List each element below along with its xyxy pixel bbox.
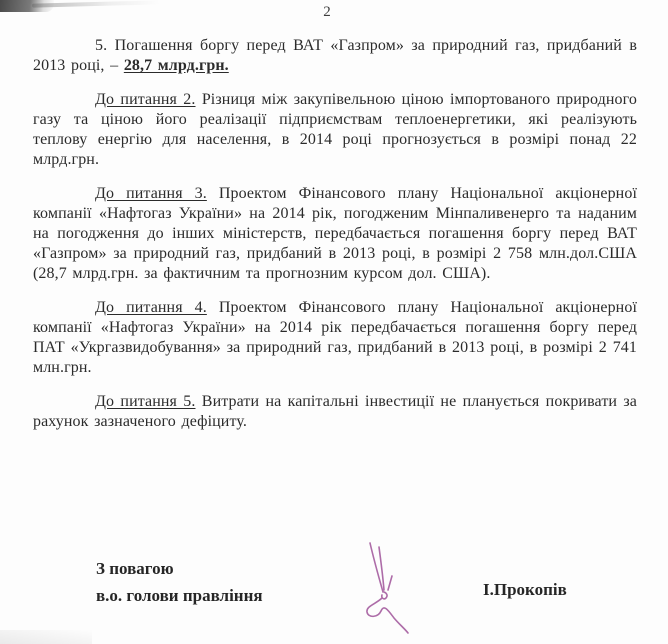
document-body — [33, 36, 637, 446]
handwritten-signature — [348, 530, 460, 642]
paragraph-question-5 — [33, 392, 637, 432]
question-2-lead: До питання 2. — [95, 91, 196, 108]
question-5-lead: До питання 5. — [95, 393, 196, 410]
paragraph-text: Різниця між закупівельною ціною імпортованого природного газу та ціною його реалізації підприємствам теплоенергетики, які реалізують теплову енергію для населення, в 2014 році прогнозується в розмірі понад 22 млрд.грн. — [33, 91, 637, 168]
amount-emphasis: 28,7 млрд.грн. — [123, 57, 229, 74]
paragraph-text: Проектом Фінансового плану Національної акціонерної компанії «Нафтогаз України» на 2014 рік, погодженим Мінпаливенерго та наданим на погодження до інших міністерств, передбачається погашення боргу перед ВАТ «Газпром» за природний газ, придбаний в 2013 році, в розмірі 2 758 млн.дол.США (28,7 млрд.грн. за фактичним та прогнозним курсом дол. США). — [33, 185, 637, 282]
closing-phrase: З повагою — [96, 559, 174, 578]
paragraph-debt-gazprom — [33, 36, 637, 76]
closing-block — [96, 555, 263, 609]
paragraph-text: 5. Погашення боргу перед ВАТ «Газпром» за природний газ, придбаний в 2013 році, – — [33, 37, 637, 74]
page-number: 2 — [323, 4, 331, 20]
question-4-lead: До питання 4. — [95, 299, 207, 316]
paragraph-text: Проектом Фінансового плану Національної акціонерної компанії «Нафтогаз України» на 2014 рік передбачається погашення боргу перед ПАТ «Укргазвидобування» за природний газ, придбаний в 2013 році, в розмірі 2 741 млн.грн. — [33, 299, 637, 376]
signature-stroke-main — [367, 543, 408, 633]
paragraph-question-2 — [33, 90, 637, 170]
scan-artifact-bottom — [0, 630, 92, 644]
signer-title: в.о. голови правління — [96, 586, 263, 605]
paragraph-question-3 — [33, 184, 637, 284]
paragraph-text: Витрати на капітальні інвестиції не планується покривати за рахунок зазначеного дефіциту. — [33, 393, 637, 430]
signer-name: І.Прокопів — [483, 580, 567, 599]
paragraph-question-4 — [33, 298, 637, 378]
question-3-lead: До питання 3. — [95, 185, 207, 202]
